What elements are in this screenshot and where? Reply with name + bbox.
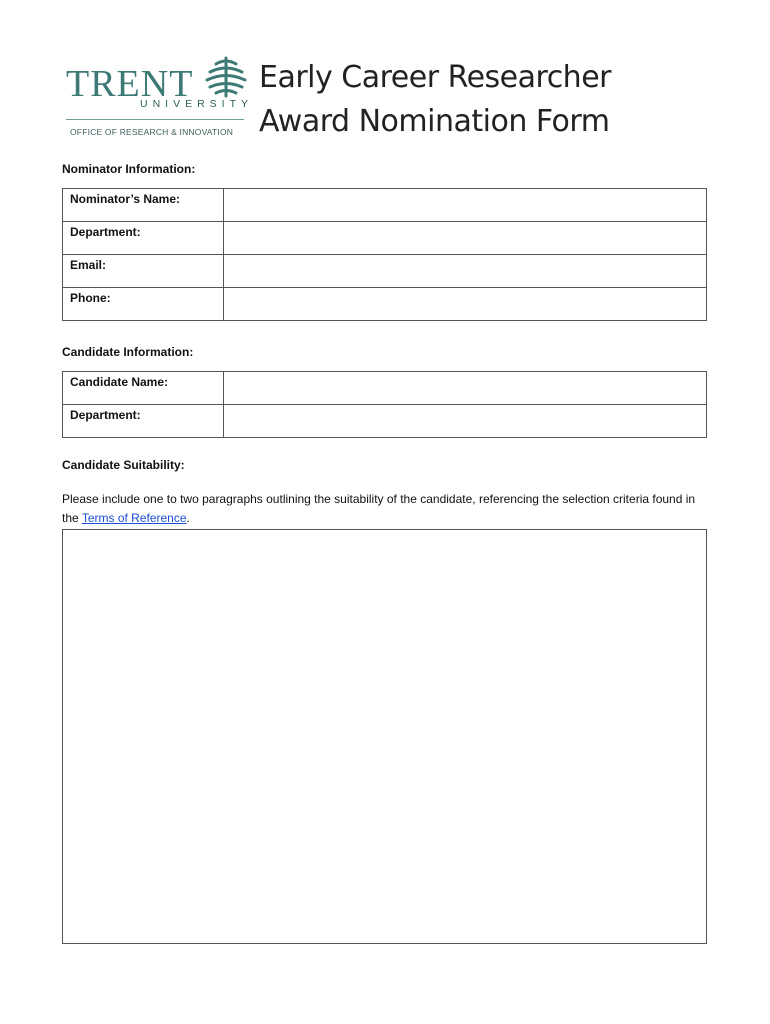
page-title (259, 56, 611, 144)
terms-of-reference-link[interactable]: Terms of Reference (81, 511, 187, 525)
nominator-email-label: Email: (63, 255, 224, 288)
nominator-name-field[interactable] (224, 189, 707, 222)
candidate-department-label: Department: (63, 405, 224, 438)
nominator-name-label: Nominator’s Name: (63, 189, 224, 222)
nominator-heading: Nominator Information: (62, 162, 196, 176)
candidate-table (62, 371, 707, 438)
logo-university-text: UNIVERSITY (140, 98, 254, 110)
table-row (63, 189, 707, 222)
logo-wordmark: TRENT (66, 63, 194, 105)
trent-tree-icon (204, 56, 248, 98)
nominator-email-field[interactable] (224, 255, 707, 288)
nominator-phone-label: Phone: (63, 288, 224, 321)
logo-office-text: OFFICE OF RESEARCH & INNOVATION (70, 127, 234, 137)
table-row (63, 255, 707, 288)
suitability-text-area[interactable] (62, 529, 707, 944)
table-row (63, 372, 707, 405)
table-row (63, 288, 707, 321)
nominator-phone-field[interactable] (224, 288, 707, 321)
candidate-name-field[interactable] (224, 372, 707, 405)
candidate-heading: Candidate Information: (62, 345, 194, 359)
logo-divider (66, 119, 244, 120)
suitability-instructions (62, 490, 702, 528)
instructions-end: . (186, 511, 190, 525)
candidate-name-label: Candidate Name: (63, 372, 224, 405)
instructions-text: Please include one to two paragraphs outlining the suitability of the candidate, referencing the selection criteria found in the (62, 492, 696, 525)
suitability-heading: Candidate Suitability: (62, 458, 185, 472)
table-row (63, 222, 707, 255)
title-line-1: Early Career Researcher (259, 60, 611, 95)
nominator-table (62, 188, 707, 321)
nominator-department-field[interactable] (224, 222, 707, 255)
title-line-2: Award Nomination Form (259, 104, 610, 139)
table-row (63, 405, 707, 438)
trent-university-logo (62, 56, 252, 140)
nominator-department-label: Department: (63, 222, 224, 255)
candidate-department-field[interactable] (224, 405, 707, 438)
